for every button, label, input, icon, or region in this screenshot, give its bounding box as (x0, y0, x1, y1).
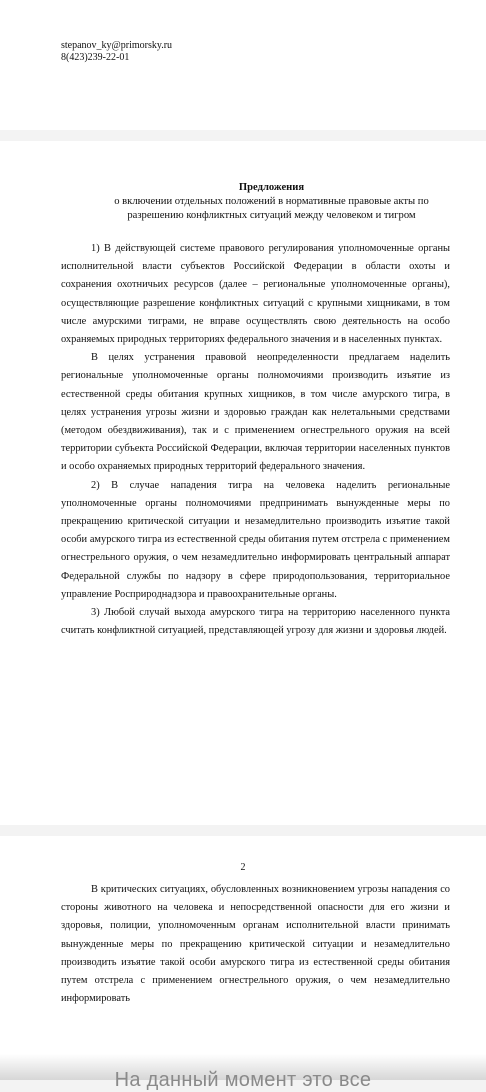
document-body (61, 240, 450, 640)
document-subtitle-line-2: разрешению конфликтных ситуаций между человеком и тигром (127, 210, 416, 221)
page-2 (0, 141, 486, 825)
page-3-body (61, 881, 450, 1008)
page-number: 2 (240, 862, 246, 873)
page-1-fragment (0, 0, 486, 130)
paragraph-4: 3) Любой случай выхода амурского тигра на территорию населенного пункта считать конфликтной ситуацией, представляющей угрозу для жизни и здоровья людей. (61, 607, 450, 637)
page-3 (0, 836, 486, 1080)
paragraph-3: 2) В случае нападения тигра на человека наделить региональные уполномоченные органы полномочиями предпринимать вынужденные меры по прекращению критической ситуации и незамедлительно производить изъятие такой особи амурского тигра из естественной среды обитания путем отстрела с применением огнестрельного оружия, о чем незамедлительно информировать центральный аппарат Федеральной службы по надзору в сфере природопользования, территориальное управление Росприроднадзора и правоохранительные органы. (61, 479, 450, 600)
paragraph-1: 1) В действующей системе правового регулирования уполномоченные органы исполнительной власти субъектов Российской Федерации в области охоты и сохранения охотничьих ресурсов (далее – региональные уполномоченные органы), осуществляющие разрешение конфликтных ситуаций с крупными хищниками, в том числе амурскими тиграми, не вправе осуществлять свою деятельность на особо охраняемых природных территориях федерального значения и в населенных пунктах. (61, 243, 450, 346)
contact-phone: 8(423)239-22-01 (61, 52, 130, 63)
overlay-caption: На данный момент это все (114, 1069, 372, 1091)
paragraph-2: В целях устранения правовой неопределенности предлагаем наделить региональные уполномоченные органы полномочиями производить изъятие из естественной среды обитания крупных хищников, в том числе амурского тигра, в целях устранения угрозы жизни и здоровью граждан как нелетальными средствами (методом обездвиживания), так и с применением огнестрельного оружия на всей территории субъекта Российской Федерации, включая территории населенных пунктов и особо охраняемых природных территорий федерального значения. (61, 352, 450, 473)
document-subtitle-line-1: о включении отдельных положений в нормативные правовые акты по (114, 196, 429, 207)
document-heading (60, 181, 483, 223)
paragraph-5: В критических ситуациях, обусловленных возникновением угрозы нападения со стороны животного на человека и непосредственной опасности для его жизни и здоровья, полиции, уполномоченным органам исполнительной власти принимать вынужденные меры по прекращению критической ситуации и незамедлительно производить изъятие такой особи амурского тигра из естественной среды обитания путем отстрела с применением огнестрельного оружия, о чем незамедлительно информировать (61, 884, 450, 1005)
document-title: Предложения (238, 182, 305, 193)
contact-email[interactable]: stepanov_ky@primorsky.ru (61, 40, 173, 51)
bottom-fade-overlay (0, 1054, 486, 1091)
